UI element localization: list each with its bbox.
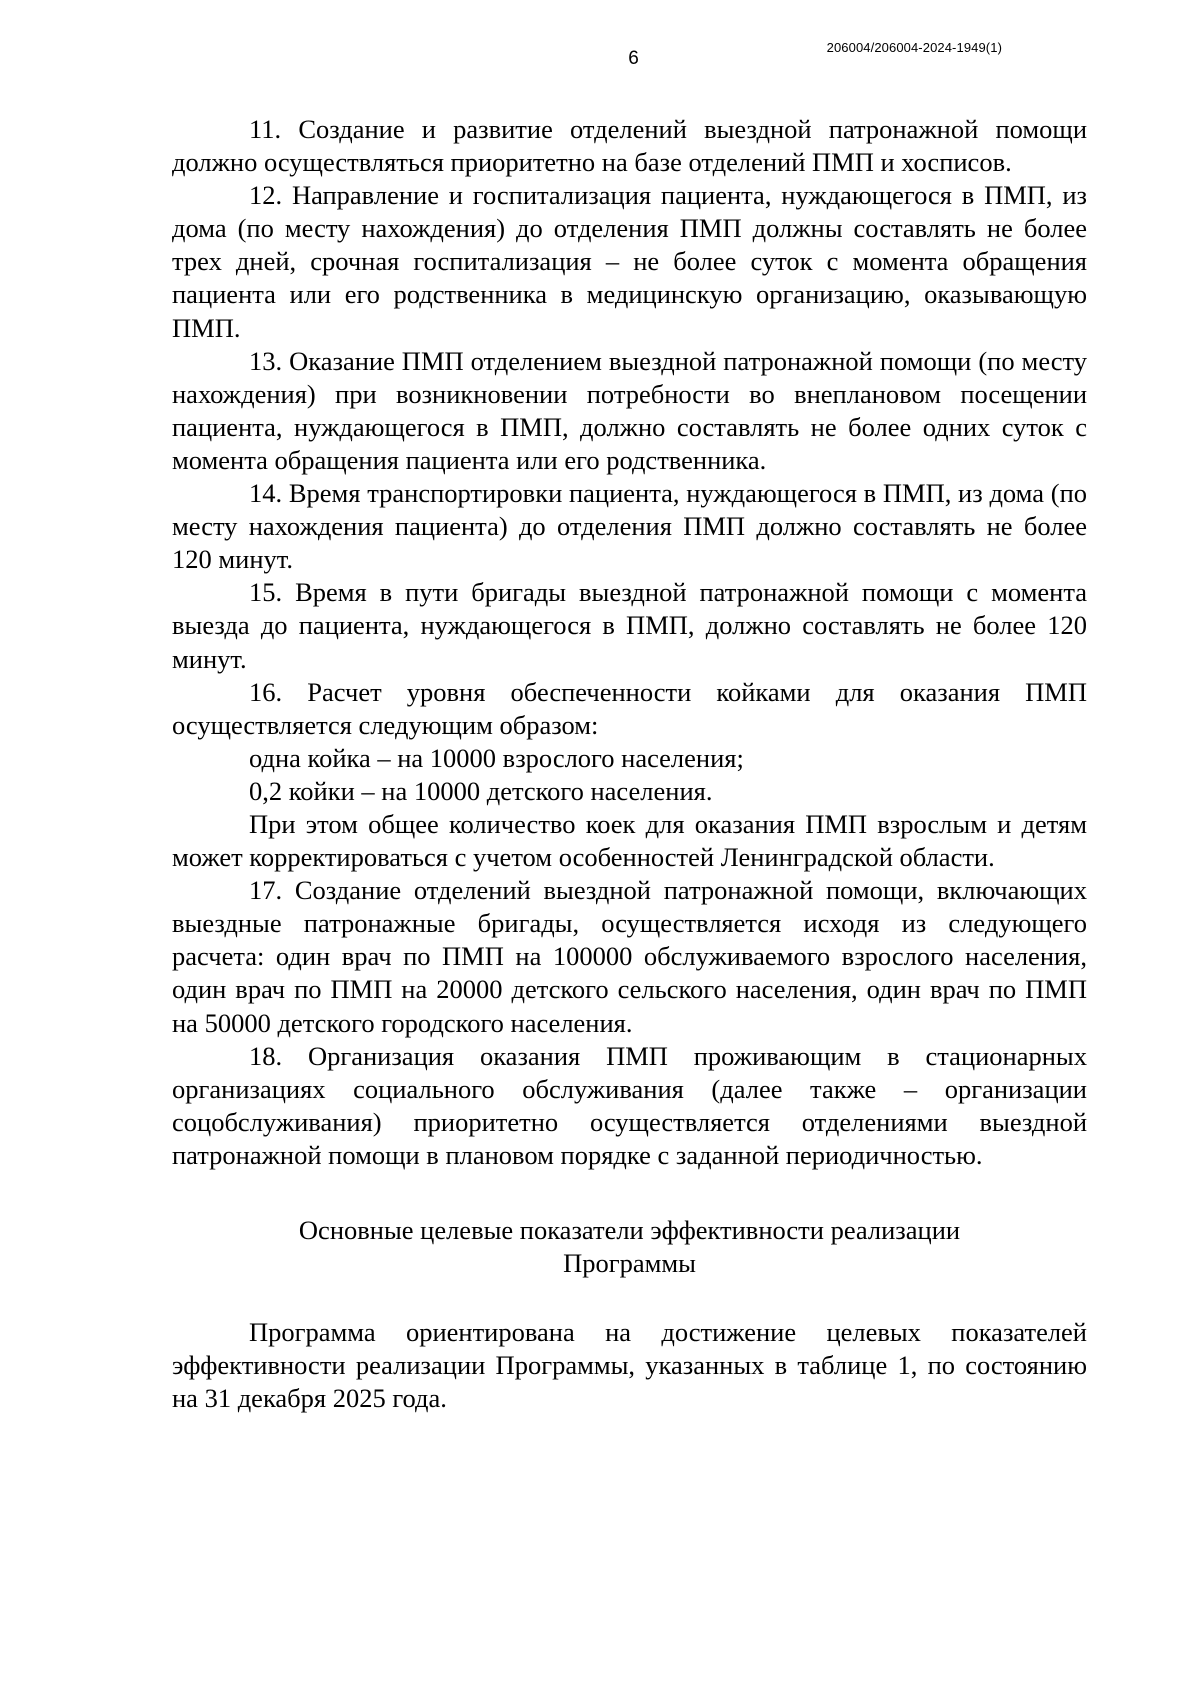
paragraph-17: 17. Создание отделений выездной патронажной помощи, включающих выездные патронажные бригады, осуществляется исходя из следующего расчета: один врач по ПМП на 100000 обслуживаемого взрослого населения, один врач по ПМП на 20000 детского сельского населения, один врач по ПМП на 50000 детского городского населения. xyxy=(172,875,1087,1038)
paragraph-18: 18. Организация оказания ПМП проживающим в стационарных организациях социального обслуживания (далее также – организации соцобслуживания) приоритетно осуществляется отделениями выездной патронажной помощи в плановом порядке с заданной периодичностью. xyxy=(172,1040,1087,1170)
paragraph-16: 16. Расчет уровня обеспеченности койками для оказания ПМП осуществляется следующим образом: xyxy=(172,676,1087,740)
section-heading-line-2: Программы xyxy=(563,1248,696,1279)
document-id: 206004/206004-2024-1949(1) xyxy=(826,40,1002,55)
paragraph-13: 13. Оказание ПМП отделением выездной патронажной помощи (по месту нахождения) при возникновении потребности во внеплановом посещении пациента, нуждающегося в ПМП, должно составлять не более одних суток с момента обращения пациента или его родственника. xyxy=(172,345,1087,475)
section-heading xyxy=(172,1214,1087,1280)
list-item-adult-beds: одна койка – на 10000 взрослого населения; xyxy=(249,742,744,773)
section-intro-paragraph: Программа ориентирована на достижение целевых показателей эффективности реализации Программы, указанных в таблице 1, по состоянию на 31 декабря 2025 года. xyxy=(172,1317,1087,1414)
paragraph-14: 14. Время транспортировки пациента, нуждающегося в ПМП, из дома (по месту нахождения пациента) до отделения ПМП должно составлять не более 120 минут. xyxy=(172,478,1087,575)
section-heading-line-1: Основные целевые показатели эффективности реализации xyxy=(298,1215,961,1245)
list-item-child-beds: 0,2 койки – на 10000 детского населения. xyxy=(249,775,713,806)
paragraph-15: 15. Время в пути бригады выездной патронажной помощи с момента выезда до пациента, нуждающегося в ПМП, должно составлять не более 120 минут. xyxy=(172,577,1087,674)
page-number: 6 xyxy=(628,48,639,69)
paragraph-bed-adjustment: При этом общее количество коек для оказания ПМП взрослым и детям может корректироваться с учетом особенностей Ленинградской области. xyxy=(172,808,1087,873)
document-body xyxy=(172,113,1087,1415)
paragraph-11: 11. Создание и развитие отделений выездной патронажной помощи должно осуществляться приоритетно на базе отделений ПМП и хосписов. xyxy=(172,114,1087,178)
paragraph-12: 12. Направление и госпитализация пациента, нуждающегося в ПМП, из дома (по месту нахождения) до отделения ПМП должны составлять не более трех дней, срочная госпитализация – не более суток с момента обращения пациента или его родственника в медицинскую организацию, оказывающую ПМП. xyxy=(172,180,1087,343)
